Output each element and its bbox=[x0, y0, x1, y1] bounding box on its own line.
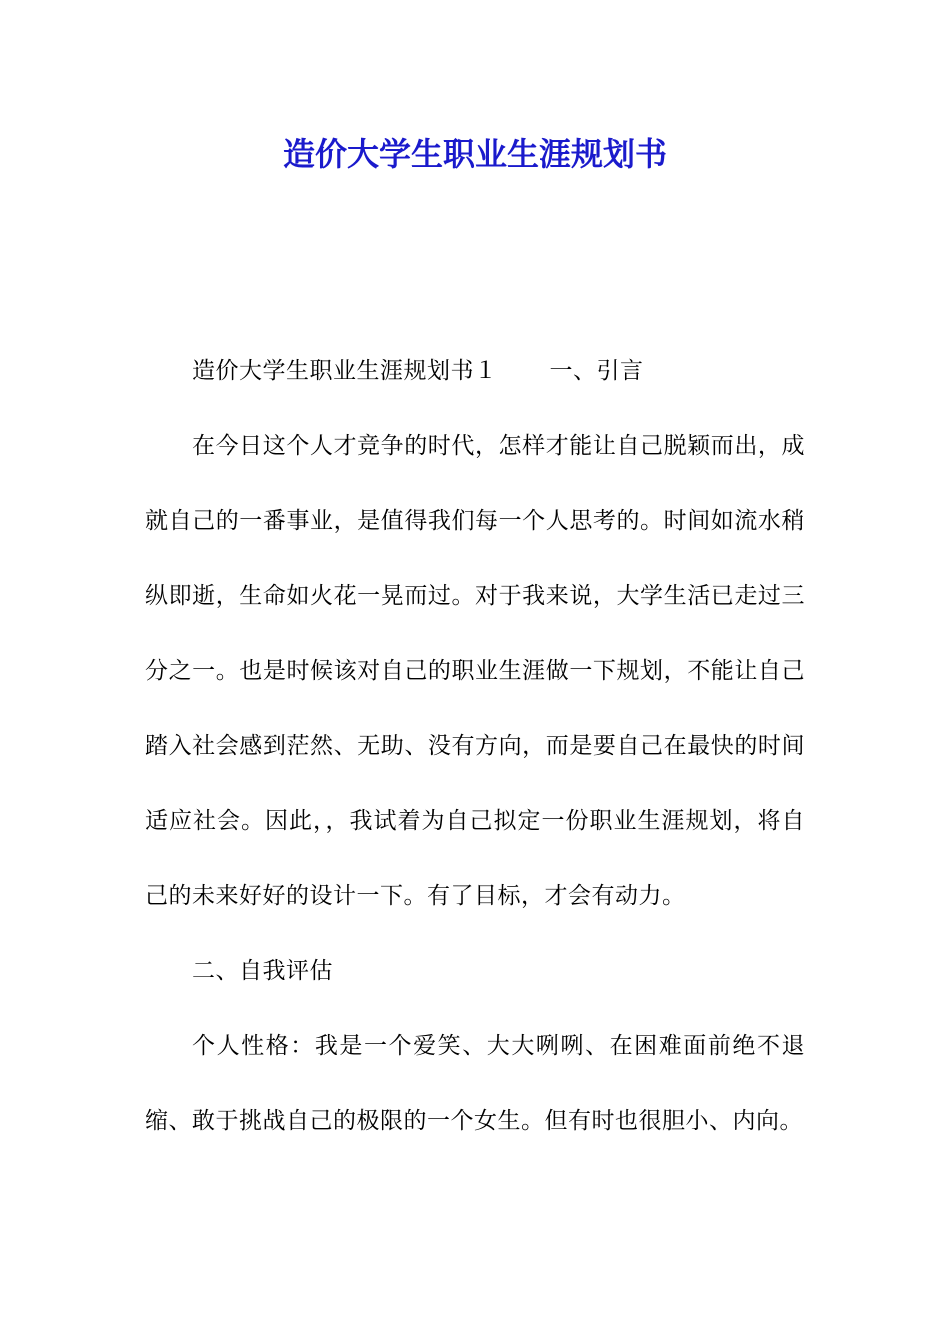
document-title: 造价大学生职业生涯规划书 bbox=[282, 135, 667, 173]
document-body bbox=[145, 334, 805, 1159]
paragraph-introduction: 在今日这个人才竞争的时代，怎样才能让自己脱颖而出，成就自己的一番事业，是值得我们每一个人思考的。时间如流水稍纵即逝，生命如火花一晃而过。对于我来说，大学生活已走过三分之一。也是时候该对自己的职业生涯做一下规划，不能让自己踏入社会感到茫然、无助、没有方向，而是要自己在最快的时间适应社会。因此，，我试着为自己拟定一份职业生涯规划，将自己的未来好好的设计一下。有了目标，才会有动力。 bbox=[145, 433, 805, 909]
document-subtitle: 造价大学生职业生涯规划书１ bbox=[192, 358, 498, 384]
paragraph-personality: 个人性格：我是一个爱笑、大大咧咧、在困难面前绝不退缩、敢于挑战自己的极限的一个女生。但有时也很胆小、内向。 bbox=[145, 1033, 805, 1134]
section-heading-self-assessment: 二、自我评估 bbox=[192, 958, 333, 984]
intro-line bbox=[145, 334, 805, 409]
section-heading-introduction: 一、引言 bbox=[549, 358, 644, 384]
